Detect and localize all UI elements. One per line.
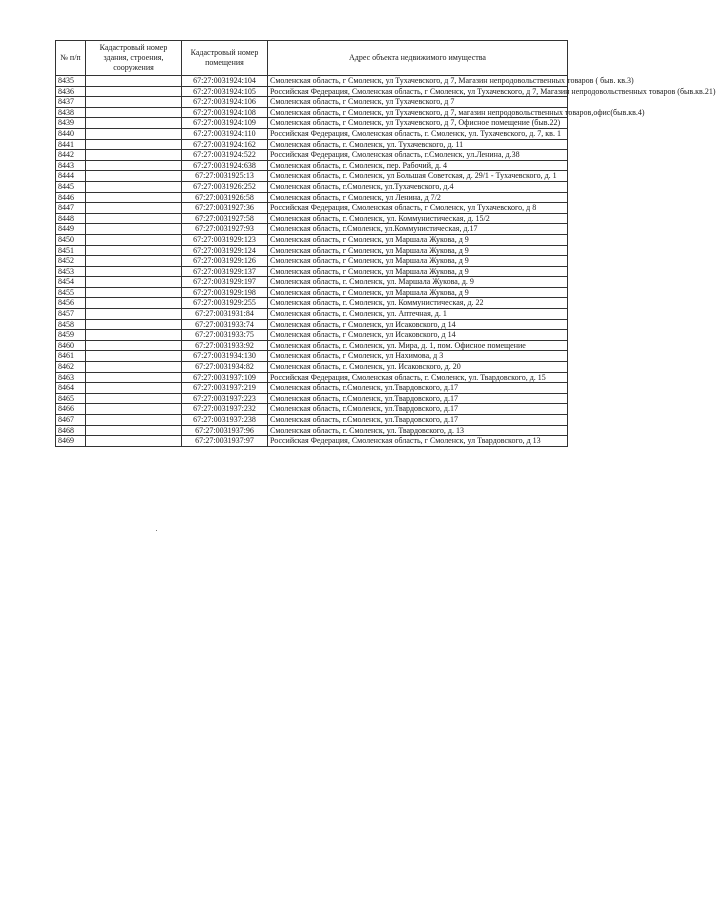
address-cell: Смоленская область, г Смоленск, ул Маршала Жукова, д 9 bbox=[268, 266, 568, 277]
row-number-cell: 8444 bbox=[56, 171, 86, 182]
room-cadastral-cell: 67:27:0031929:197 bbox=[182, 277, 268, 288]
room-cadastral-cell: 67:27:0031924:638 bbox=[182, 160, 268, 171]
building-cadastral-cell bbox=[86, 372, 182, 383]
row-number-cell: 8437 bbox=[56, 97, 86, 108]
room-cadastral-cell: 67:27:0031937:97 bbox=[182, 436, 268, 447]
row-number-cell: 8466 bbox=[56, 404, 86, 415]
building-cadastral-cell bbox=[86, 351, 182, 362]
building-cadastral-cell bbox=[86, 76, 182, 87]
building-cadastral-cell bbox=[86, 86, 182, 97]
address-cell: Смоленская область, г.Смоленск, ул.Твардовского, д.17 bbox=[268, 383, 568, 394]
address-cell: Смоленская область, г. Смоленск, ул. Маршала Жукова, д. 9 bbox=[268, 277, 568, 288]
building-cadastral-cell bbox=[86, 234, 182, 245]
row-number-cell: 8461 bbox=[56, 351, 86, 362]
building-cadastral-cell bbox=[86, 340, 182, 351]
row-number-cell: 8436 bbox=[56, 86, 86, 97]
table-row bbox=[56, 97, 568, 108]
table-row bbox=[56, 298, 568, 309]
building-cadastral-cell bbox=[86, 213, 182, 224]
address-cell: Смоленская область, г Смоленск, ул Маршала Жукова, д 9 bbox=[268, 245, 568, 256]
row-number-cell: 8439 bbox=[56, 118, 86, 129]
building-cadastral-cell bbox=[86, 245, 182, 256]
room-cadastral-cell: 67:27:0031933:74 bbox=[182, 319, 268, 330]
table-row bbox=[56, 224, 568, 235]
table-row bbox=[56, 150, 568, 161]
row-number-cell: 8469 bbox=[56, 436, 86, 447]
row-number-cell: 8449 bbox=[56, 224, 86, 235]
building-cadastral-cell bbox=[86, 97, 182, 108]
header-building-cadastral: Кадастровый номер здания, строения, сооружения bbox=[86, 41, 182, 76]
room-cadastral-cell: 67:27:0031924:522 bbox=[182, 150, 268, 161]
building-cadastral-cell bbox=[86, 309, 182, 320]
address-cell: Российская Федерация, Смоленская область, г.Смоленск, ул.Ленина, д.38 bbox=[268, 150, 568, 161]
document-page bbox=[55, 40, 716, 447]
row-number-cell: 8460 bbox=[56, 340, 86, 351]
building-cadastral-cell bbox=[86, 277, 182, 288]
address-cell: Смоленская область, г. Смоленск, ул. Аптечная, д. 1 bbox=[268, 309, 568, 320]
address-cell: Смоленская область, г Смоленск, ул Исаковского, д 14 bbox=[268, 330, 568, 341]
room-cadastral-cell: 67:27:0031924:108 bbox=[182, 107, 268, 118]
address-cell: Российская Федерация, Смоленская область, г. Смоленск, ул. Тухачевского, д. 7, кв. 1 bbox=[268, 128, 568, 139]
row-number-cell: 8438 bbox=[56, 107, 86, 118]
room-cadastral-cell: 67:27:0031924:104 bbox=[182, 76, 268, 87]
building-cadastral-cell bbox=[86, 436, 182, 447]
row-number-cell: 8443 bbox=[56, 160, 86, 171]
room-cadastral-cell: 67:27:0031926:58 bbox=[182, 192, 268, 203]
address-cell: Российская Федерация, Смоленская область, г Смоленск, ул Тухачевского, д 7, Магазин непродовольственных товаров (быв.кв.21) bbox=[268, 86, 568, 97]
address-cell: Смоленская область, г.Смоленск, ул.Твардовского, д.17 bbox=[268, 404, 568, 415]
row-number-cell: 8464 bbox=[56, 383, 86, 394]
row-number-cell: 8447 bbox=[56, 203, 86, 214]
address-cell: Российская Федерация, Смоленская область, г. Смоленск, ул. Твардовского, д. 15 bbox=[268, 372, 568, 383]
table-row bbox=[56, 160, 568, 171]
room-cadastral-cell: 67:27:0031937:109 bbox=[182, 372, 268, 383]
row-number-cell: 8454 bbox=[56, 277, 86, 288]
room-cadastral-cell: 67:27:0031937:223 bbox=[182, 393, 268, 404]
scan-speck bbox=[156, 530, 157, 531]
building-cadastral-cell bbox=[86, 203, 182, 214]
row-number-cell: 8445 bbox=[56, 181, 86, 192]
address-cell: Смоленская область, г. Смоленск, ул. Тухачевского, д. 11 bbox=[268, 139, 568, 150]
table-row bbox=[56, 171, 568, 182]
table-row bbox=[56, 287, 568, 298]
address-cell: Смоленская область, г Смоленск, ул Маршала Жукова, д 9 bbox=[268, 287, 568, 298]
room-cadastral-cell: 67:27:0031929:137 bbox=[182, 266, 268, 277]
address-cell: Смоленская область, г. Смоленск, пер. Рабочий, д. 4 bbox=[268, 160, 568, 171]
room-cadastral-cell: 67:27:0031937:232 bbox=[182, 404, 268, 415]
row-number-cell: 8457 bbox=[56, 309, 86, 320]
building-cadastral-cell bbox=[86, 287, 182, 298]
room-cadastral-cell: 67:27:0031929:198 bbox=[182, 287, 268, 298]
building-cadastral-cell bbox=[86, 362, 182, 373]
building-cadastral-cell bbox=[86, 224, 182, 235]
building-cadastral-cell bbox=[86, 118, 182, 129]
address-cell: Смоленская область, г. Смоленск, ул Большая Советская, д. 29/1 - Тухачевского, д. 1 bbox=[268, 171, 568, 182]
row-number-cell: 8448 bbox=[56, 213, 86, 224]
room-cadastral-cell: 67:27:0031929:123 bbox=[182, 234, 268, 245]
row-number-cell: 8462 bbox=[56, 362, 86, 373]
address-cell: Смоленская область, г Смоленск, ул Маршала Жукова, д 9 bbox=[268, 234, 568, 245]
building-cadastral-cell bbox=[86, 330, 182, 341]
table-row bbox=[56, 76, 568, 87]
table-row bbox=[56, 425, 568, 436]
property-register-table bbox=[55, 40, 716, 447]
table-header-row bbox=[56, 41, 568, 76]
table-row bbox=[56, 393, 568, 404]
room-cadastral-cell: 67:27:0031927:93 bbox=[182, 224, 268, 235]
address-cell: Смоленская область, г Смоленск, ул Тухачевского, д 7, Офисное помещение (быв.22) bbox=[268, 118, 568, 129]
header-num: № п/п bbox=[56, 41, 86, 76]
building-cadastral-cell bbox=[86, 319, 182, 330]
building-cadastral-cell bbox=[86, 393, 182, 404]
room-cadastral-cell: 67:27:0031929:255 bbox=[182, 298, 268, 309]
row-number-cell: 8451 bbox=[56, 245, 86, 256]
building-cadastral-cell bbox=[86, 192, 182, 203]
row-number-cell: 8452 bbox=[56, 256, 86, 267]
address-cell: Смоленская область, г.Смоленск, ул.Твардовского, д.17 bbox=[268, 393, 568, 404]
building-cadastral-cell bbox=[86, 128, 182, 139]
room-cadastral-cell: 67:27:0031924:106 bbox=[182, 97, 268, 108]
row-number-cell: 8442 bbox=[56, 150, 86, 161]
row-number-cell: 8450 bbox=[56, 234, 86, 245]
row-number-cell: 8467 bbox=[56, 415, 86, 426]
room-cadastral-cell: 67:27:0031934:130 bbox=[182, 351, 268, 362]
address-cell: Смоленская область, г. Смоленск, ул. Коммунистическая, д. 22 bbox=[268, 298, 568, 309]
address-cell: Смоленская область, г Смоленск, ул Ленина, д 7/2 bbox=[268, 192, 568, 203]
address-cell: Смоленская область, г Смоленск, ул Тухачевского, д 7 bbox=[268, 97, 568, 108]
row-number-cell: 8465 bbox=[56, 393, 86, 404]
room-cadastral-cell: 67:27:0031937:219 bbox=[182, 383, 268, 394]
room-cadastral-cell: 67:27:0031933:92 bbox=[182, 340, 268, 351]
address-cell: Смоленская область, г Смоленск, ул Исаковского, д 14 bbox=[268, 319, 568, 330]
address-cell: Смоленская область, г.Смоленск, ул.Твардовского, д.17 bbox=[268, 415, 568, 426]
building-cadastral-cell bbox=[86, 415, 182, 426]
row-number-cell: 8468 bbox=[56, 425, 86, 436]
address-cell: Смоленская область, г Смоленск, ул Тухачевского, д 7, Магазин непродовольственных товаров ( быв. кв.3) bbox=[268, 76, 568, 87]
building-cadastral-cell bbox=[86, 107, 182, 118]
table-body bbox=[56, 76, 716, 447]
room-cadastral-cell: 67:27:0031937:96 bbox=[182, 425, 268, 436]
table-row bbox=[56, 340, 568, 351]
table-row bbox=[56, 192, 568, 203]
row-number-cell: 8459 bbox=[56, 330, 86, 341]
address-cell: Российская Федерация, Смоленская область, г Смоленск, ул Тухачевского, д 8 bbox=[268, 203, 568, 214]
room-cadastral-cell: 67:27:0031929:124 bbox=[182, 245, 268, 256]
address-cell: Смоленская область, г.Смоленск, ул.Тухачевского, д.4 bbox=[268, 181, 568, 192]
room-cadastral-cell: 67:27:0031924:105 bbox=[182, 86, 268, 97]
building-cadastral-cell bbox=[86, 425, 182, 436]
building-cadastral-cell bbox=[86, 404, 182, 415]
table-row bbox=[56, 383, 568, 394]
building-cadastral-cell bbox=[86, 266, 182, 277]
room-cadastral-cell: 67:27:0031927:36 bbox=[182, 203, 268, 214]
table-row bbox=[56, 330, 568, 341]
room-cadastral-cell: 67:27:0031929:126 bbox=[182, 256, 268, 267]
table-row bbox=[56, 372, 568, 383]
table-row bbox=[56, 107, 568, 118]
table-row bbox=[56, 266, 568, 277]
address-cell: Смоленская область, г. Смоленск, ул. Твардовского, д. 13 bbox=[268, 425, 568, 436]
table-row bbox=[56, 309, 568, 320]
table-row bbox=[56, 404, 568, 415]
table-row bbox=[56, 351, 568, 362]
table-row bbox=[56, 139, 568, 150]
room-cadastral-cell: 67:27:0031933:75 bbox=[182, 330, 268, 341]
table-row bbox=[56, 181, 568, 192]
row-number-cell: 8455 bbox=[56, 287, 86, 298]
row-number-cell: 8435 bbox=[56, 76, 86, 87]
room-cadastral-cell: 67:27:0031926:252 bbox=[182, 181, 268, 192]
building-cadastral-cell bbox=[86, 256, 182, 267]
building-cadastral-cell bbox=[86, 171, 182, 182]
table-row bbox=[56, 213, 568, 224]
address-cell: Смоленская область, г. Смоленск, ул. Мира, д. 1, пом. Офисное помещение bbox=[268, 340, 568, 351]
table-row bbox=[56, 86, 568, 97]
room-cadastral-cell: 67:27:0031927:58 bbox=[182, 213, 268, 224]
table-row bbox=[56, 128, 568, 139]
row-number-cell: 8456 bbox=[56, 298, 86, 309]
address-cell: Смоленская область, г Смоленск, ул Нахимова, д 3 bbox=[268, 351, 568, 362]
table-row bbox=[56, 277, 568, 288]
room-cadastral-cell: 67:27:0031924:162 bbox=[182, 139, 268, 150]
row-number-cell: 8446 bbox=[56, 192, 86, 203]
building-cadastral-cell bbox=[86, 298, 182, 309]
building-cadastral-cell bbox=[86, 150, 182, 161]
table-row bbox=[56, 245, 568, 256]
table-row bbox=[56, 362, 568, 373]
room-cadastral-cell: 67:27:0031924:110 bbox=[182, 128, 268, 139]
room-cadastral-cell: 67:27:0031924:109 bbox=[182, 118, 268, 129]
building-cadastral-cell bbox=[86, 181, 182, 192]
table-row bbox=[56, 319, 568, 330]
table-row bbox=[56, 256, 568, 267]
address-cell: Смоленская область, г. Смоленск, ул. Исаковского, д. 20 bbox=[268, 362, 568, 373]
table-row bbox=[56, 118, 568, 129]
address-cell: Смоленская область, г. Смоленск, ул. Коммунистическая, д. 15/2 bbox=[268, 213, 568, 224]
table-row bbox=[56, 415, 568, 426]
table-row bbox=[56, 203, 568, 214]
room-cadastral-cell: 67:27:0031931:84 bbox=[182, 309, 268, 320]
header-address: Адрес объекта недвижимого имущества bbox=[268, 41, 568, 76]
row-number-cell: 8441 bbox=[56, 139, 86, 150]
address-cell: Смоленская область, г Смоленск, ул Маршала Жукова, д 9 bbox=[268, 256, 568, 267]
row-number-cell: 8453 bbox=[56, 266, 86, 277]
building-cadastral-cell bbox=[86, 139, 182, 150]
room-cadastral-cell: 67:27:0031937:238 bbox=[182, 415, 268, 426]
address-cell: Смоленская область, г Смоленск, ул Тухачевского, д 7, магазин непродовольственных товаров,офис(быв.кв.4) bbox=[268, 107, 568, 118]
address-cell: Смоленская область, г.Смоленск, ул.Коммунистическая, д.17 bbox=[268, 224, 568, 235]
row-number-cell: 8458 bbox=[56, 319, 86, 330]
room-cadastral-cell: 67:27:0031925:13 bbox=[182, 171, 268, 182]
row-number-cell: 8463 bbox=[56, 372, 86, 383]
table-row bbox=[56, 234, 568, 245]
header-room-cadastral: Кадастровый номер помещения bbox=[182, 41, 268, 76]
table-row bbox=[56, 436, 568, 447]
building-cadastral-cell bbox=[86, 383, 182, 394]
address-cell: Российская Федерация, Смоленская область, г Смоленск, ул Твардовского, д 13 bbox=[268, 436, 568, 447]
building-cadastral-cell bbox=[86, 160, 182, 171]
room-cadastral-cell: 67:27:0031934:82 bbox=[182, 362, 268, 373]
row-number-cell: 8440 bbox=[56, 128, 86, 139]
